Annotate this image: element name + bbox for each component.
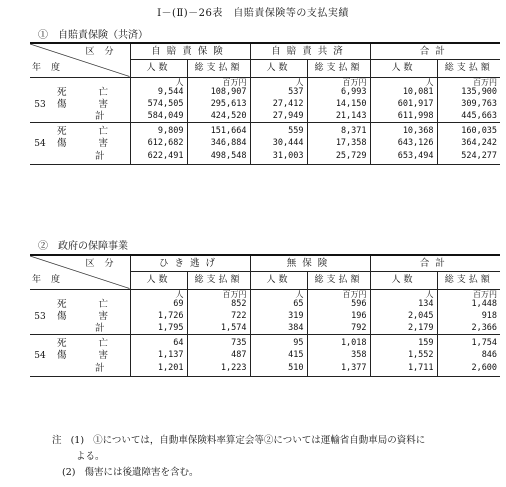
data-cell: 17,358	[307, 138, 370, 150]
data-cell: 524,277	[437, 150, 500, 165]
data-cell: 10,081	[370, 87, 437, 99]
table-section-2	[30, 254, 500, 377]
data-cell: 601,917	[370, 99, 437, 111]
row-label	[30, 98, 141, 111]
data-cell: 643,126	[370, 138, 437, 150]
column-header: 人数	[130, 271, 187, 289]
data-cell: 1,448	[437, 299, 500, 311]
data-cell: 722	[187, 311, 250, 323]
group-header: 無保険	[250, 255, 370, 271]
data-cell: 852	[187, 299, 250, 311]
data-cell: 69	[130, 299, 187, 311]
column-header: 総支払額	[307, 59, 370, 77]
data-cell: 498,548	[187, 150, 250, 165]
data-cell: 31,003	[250, 150, 307, 165]
group-header: 合計	[370, 43, 500, 59]
row-label	[30, 87, 141, 99]
unit-label: 百万円	[307, 77, 370, 87]
data-cell: 2,600	[437, 362, 500, 377]
data-cell: 424,520	[187, 111, 250, 123]
category-label: 傷害	[57, 137, 141, 149]
data-cell: 918	[437, 311, 500, 323]
data-cell: 295,613	[187, 99, 250, 111]
data-cell: 1,795	[130, 323, 187, 335]
row-label	[30, 123, 141, 138]
unit-label: 人	[250, 77, 307, 87]
data-cell: 622,491	[130, 150, 187, 165]
data-cell: 346,884	[187, 138, 250, 150]
data-cell: 2,366	[437, 323, 500, 335]
category-label: 計	[95, 322, 105, 334]
data-cell: 8,371	[307, 123, 370, 138]
data-cell: 1,726	[130, 311, 187, 323]
data-cell: 25,729	[307, 150, 370, 165]
data-cell: 108,907	[187, 87, 250, 99]
section-1-heading: ① 自賠責保険（共済）	[38, 30, 148, 41]
data-cell: 1,223	[187, 362, 250, 377]
unit-label: 人	[130, 77, 187, 87]
category-label: 死亡	[57, 299, 141, 310]
category-label: 死亡	[57, 126, 141, 138]
label-cell	[30, 77, 130, 87]
row-label	[30, 310, 141, 323]
corner-label-category: 区分	[85, 259, 124, 269]
data-cell: 559	[250, 123, 307, 138]
data-cell: 6,993	[307, 87, 370, 99]
data-cell: 584,049	[130, 111, 187, 123]
data-cell: 160,035	[437, 123, 500, 138]
group-header: 自賠責保険	[130, 43, 250, 59]
column-header: 総支払額	[437, 271, 500, 289]
year-label: 54	[34, 138, 46, 149]
unit-label: 百万円	[437, 289, 500, 299]
data-cell: 1,711	[370, 362, 437, 377]
column-header: 人数	[370, 271, 437, 289]
data-cell: 14,150	[307, 99, 370, 111]
data-cell: 358	[307, 350, 370, 362]
table-row	[30, 362, 500, 377]
column-header: 総支払額	[307, 271, 370, 289]
category-label: 傷害	[57, 98, 141, 110]
data-cell: 9,544	[130, 87, 187, 99]
unit-label: 人	[370, 77, 437, 87]
category-label: 死亡	[57, 87, 141, 98]
row-label	[30, 323, 130, 335]
section-2-heading: ② 政府の保障事業	[38, 241, 128, 252]
row-label	[30, 362, 130, 377]
note-text: 傷害には後遺障害を含む。	[84, 467, 199, 478]
table-row	[30, 123, 500, 138]
table-row	[30, 111, 500, 123]
data-cell: 1,574	[187, 323, 250, 335]
corner-label-year: 年度	[32, 62, 71, 73]
data-cell: 21,143	[307, 111, 370, 123]
data-cell: 792	[307, 323, 370, 335]
unit-label: 百万円	[307, 289, 370, 299]
data-cell: 65	[250, 299, 307, 311]
category-label: 計	[95, 363, 105, 375]
category-label: 計	[95, 110, 105, 122]
note-number: (1)	[70, 435, 85, 446]
data-cell: 196	[307, 311, 370, 323]
corner-cell	[30, 255, 130, 289]
data-cell: 64	[130, 335, 187, 350]
year-label: 54	[34, 350, 46, 361]
data-cell: 2,045	[370, 311, 437, 323]
year-label: 53	[34, 99, 46, 110]
note-line-3	[52, 465, 425, 481]
row-label	[30, 137, 141, 150]
note-prefix: 注	[52, 435, 62, 446]
corner-label-year: 年度	[32, 274, 71, 285]
table-section-1	[30, 42, 500, 165]
data-cell: 1,201	[130, 362, 187, 377]
note-line-2	[52, 449, 425, 465]
note-number: (2)	[62, 467, 76, 478]
data-cell: 2,179	[370, 323, 437, 335]
data-cell: 27,949	[250, 111, 307, 123]
table-row	[30, 150, 500, 165]
notes	[52, 433, 425, 481]
note-line-1	[52, 433, 425, 449]
data-cell: 735	[187, 335, 250, 350]
data-cell: 574,505	[130, 99, 187, 111]
data-cell: 319	[250, 311, 307, 323]
unit-label: 百万円	[187, 289, 250, 299]
data-cell: 611,998	[370, 111, 437, 123]
data-cell: 487	[187, 350, 250, 362]
data-cell: 510	[250, 362, 307, 377]
corner-cell	[30, 43, 130, 77]
data-cell: 653,494	[370, 150, 437, 165]
category-label: 傷害	[57, 310, 141, 322]
data-cell: 135,900	[437, 87, 500, 99]
group-header: 合計	[370, 255, 500, 271]
unit-label: 百万円	[187, 77, 250, 87]
column-header: 人数	[250, 271, 307, 289]
row-label	[30, 150, 130, 165]
data-cell: 309,763	[437, 99, 500, 111]
table-row	[30, 99, 500, 111]
row-label	[30, 111, 130, 123]
data-cell: 612,682	[130, 138, 187, 150]
data-cell: 134	[370, 299, 437, 311]
data-cell: 846	[437, 350, 500, 362]
row-label	[30, 335, 141, 350]
table-row	[30, 138, 500, 150]
column-header: 人数	[250, 59, 307, 77]
category-label: 傷害	[57, 349, 141, 361]
unit-label: 人	[370, 289, 437, 299]
data-cell: 159	[370, 335, 437, 350]
data-cell: 9,809	[130, 123, 187, 138]
column-header: 総支払額	[187, 271, 250, 289]
corner-label-category: 区分	[85, 47, 124, 57]
data-cell: 1,552	[370, 350, 437, 362]
data-cell: 384	[250, 323, 307, 335]
group-header: 自賠責共済	[250, 43, 370, 59]
data-cell: 1,754	[437, 335, 500, 350]
table-row	[30, 323, 500, 335]
group-header: ひき逃げ	[130, 255, 250, 271]
category-label: 計	[95, 151, 105, 163]
table-row	[30, 350, 500, 362]
table-row	[30, 311, 500, 323]
column-header: 人数	[130, 59, 187, 77]
column-header: 総支払額	[437, 59, 500, 77]
label-cell	[30, 289, 130, 299]
table-row	[30, 87, 500, 99]
column-header: 総支払額	[187, 59, 250, 77]
year-label: 53	[34, 311, 46, 322]
data-cell: 596	[307, 299, 370, 311]
data-cell: 10,368	[370, 123, 437, 138]
unit-label: 人	[130, 289, 187, 299]
note-text: よる。	[76, 451, 105, 462]
table-title: Ⅰ－(Ⅱ)－26表 自賠責保険等の支払実績	[157, 8, 349, 19]
table-row	[30, 335, 500, 350]
note-text: ①については，自動車保険料率算定会等②については運輸省自動車局の資料に	[93, 435, 426, 446]
table-row	[30, 299, 500, 311]
column-header: 人数	[370, 59, 437, 77]
data-cell: 151,664	[187, 123, 250, 138]
data-cell: 30,444	[250, 138, 307, 150]
category-label: 死亡	[57, 338, 141, 350]
unit-label: 人	[250, 289, 307, 299]
data-cell: 445,663	[437, 111, 500, 123]
row-label	[30, 349, 141, 362]
data-cell: 27,412	[250, 99, 307, 111]
data-cell: 1,137	[130, 350, 187, 362]
data-cell: 95	[250, 335, 307, 350]
data-cell: 415	[250, 350, 307, 362]
data-cell: 1,018	[307, 335, 370, 350]
data-cell: 537	[250, 87, 307, 99]
unit-label: 百万円	[437, 77, 500, 87]
data-cell: 364,242	[437, 138, 500, 150]
data-cell: 1,377	[307, 362, 370, 377]
row-label	[30, 299, 141, 311]
